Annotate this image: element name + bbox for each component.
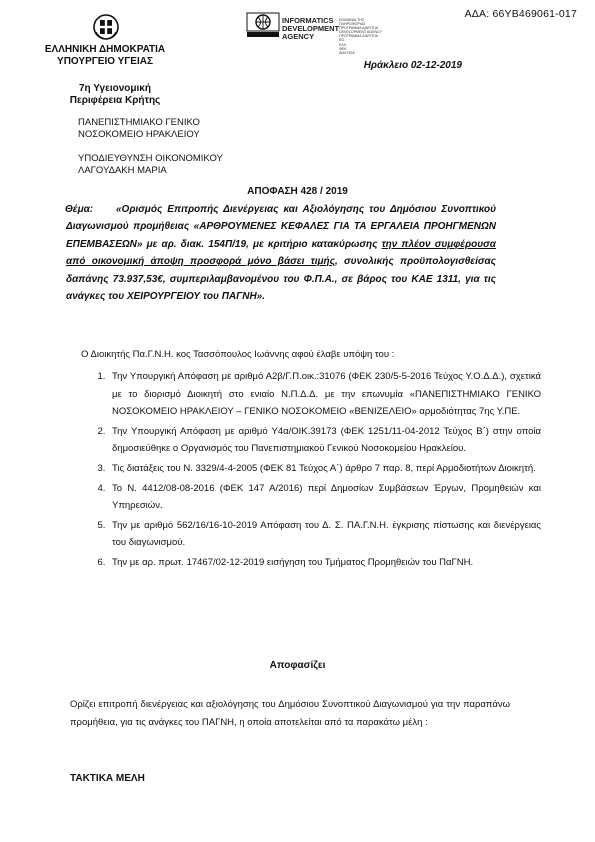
list-item: 2. Την Υπουργική Απόφαση με αριθμό Υ4α/ΟΙΚ.39173 (ΦΕΚ 1251/11-04-2012 Τεύχος Β΄) στην οποία δημοσιεύθηκε ο Οργανισμός του Πανεπιστημιακού Γενικού Νοσοκομείου Ηρακλείου. [108, 423, 541, 458]
list-item: 6. Την με αρ. πρωτ. 17467/02-12-2019 εισήγηση του Τμήματος Προμηθειών του ΠαΓΝΗ. [108, 554, 541, 572]
decides-heading: Αποφασίζει [269, 660, 326, 671]
list-item: 3. Τις διατάξεις του Ν. 3329/4-4-2005 (ΦΕΚ 81 Τεύχος Α΄) άρθρο 7 παρ. 8, περί Αρμοδιοτήτων Διοικητή. [108, 460, 541, 478]
decision-title: ΑΠΟΦΑΣΗ 428 / 2019 [247, 186, 348, 197]
ida-logo-icon [246, 12, 280, 38]
document-date: Ηράκλειο 02-12-2019 [363, 60, 462, 71]
subject-text-2: , συνολικής προϋπολογισθείσας δαπάνης 73.937,53€, συμπεριλαμβανομένου του Φ.Π.Α., σε βάρος του ΚΑΕ 1311, για τις ανάγκες του ΧΕΙΡΟΥΡΓΕΙΟΥ του ΠΑΓΝΗ». [66, 256, 497, 303]
logo-line-3: AGENCY [282, 32, 315, 41]
list-item: 1. Την Υπουργική Απόφαση με αριθμό Α2β/Γ.Π.οικ.:31076 (ΦΕΚ 230/5-5-2016 Τεύχος Υ.Ο.Δ.Δ.), σχετικά με το διορισμό Διοικητή στο ενιαίο Ν.Π.Δ.Δ. με την επωνυμία «ΠΑΝΕΠΙΣΤΗΜΙΑΚΟ ΓΕΝΙΚΟ ΝΟΣΟΚΟΜΕΙΟ ΗΡΑΚΛΕΙΟΥ – ΓΕΝΙΚΟ ΝΟΣΟΚΟΜΕΙΟ «ΒΕΝΙΖΕΛΕΙΟ» αρμοδιότητας 7ης Υ.ΠΕ. [108, 368, 541, 421]
considerations-list [75, 368, 541, 572]
ada-number: ΑΔΑ: 66ΥΒ469061-017 [464, 8, 577, 20]
logo-small-text: ΚΟΙΝΩΝΙΑ ΤΗΣ ΠΛΗΡΟΦΟΡΙΑΣ ΠΡΟΓΡΑΜΜΑ ΔΙΑΥΓΕΙΑ DEVELOPMENT AGENCY ΠΡΟΓΡΑΜΜΑ ΔΙΑΥΓΕΙΑ ΕΙΣ ΕΛΛ ΦΕΚ ΔΙΑΥΓΕΙΑ [339, 18, 383, 55]
members-heading: ΤΑΚΤΙΚΑ ΜΕΛΗ [70, 773, 145, 784]
subject-text-underlined: την πλέον συμφέρουσα από οικονομική άποψη προσφορά μόνο βάσει τιμής [66, 238, 497, 268]
list-item: 5. Την με αριθμό 562/16/16-10-2019 Απόφαση του Δ. Σ. ΠΑ.Γ.Ν.Η. έγκρισης πίστωσης και διενέργειας του διαγωνισμού. [108, 517, 541, 552]
subject-label: Θέμα: [65, 204, 94, 215]
header-ministry: ΥΠΟΥΡΓΕΙΟ ΥΓΕΙΑΣ [57, 56, 153, 67]
logo-line-2: DEVELOPMENT [282, 24, 340, 33]
logo-line-1: INFORMATICS [282, 16, 334, 25]
body-paragraph: Ορίζει επιτροπή διενέργειας και αξιολόγησης του Δημόσιου Συνοπτικού Διαγωνισμού για την παραπάνω προμήθεια, για τις ανάγκες του ΠΑΓΝΗ, η οποία αποτελείται από τα παρακάτω μέλη : [70, 699, 510, 728]
header-region-1: 7η Υγειονομική [79, 83, 151, 94]
contact-name: ΛΑΓΟΥΔΑΚΗ ΜΑΡΙΑ [78, 165, 167, 176]
intro-line: Ο Διοικητής Πα.Γ.Ν.Η. κος Τασσόπουλος Ιωάννης αφού έλαβε υπόψη του : [81, 349, 395, 360]
department-name: ΥΠΟΔΙΕΥΘΥΝΣΗ ΟΙΚΟΝΟΜΙΚΟΥ [78, 153, 223, 164]
subject-block [66, 201, 496, 305]
header-country: ΕΛΛΗΝΙΚΗ ΔΗΜΟΚΡΑΤΙΑ [44, 44, 166, 55]
hospital-name-2: ΝΟΣΟΚΟΜΕΙΟ ΗΡΑΚΛΕΙΟΥ [78, 129, 200, 140]
greek-emblem-icon [93, 14, 119, 40]
subject-text-1: «Ορισμός Επιτροπής Διενέργειας και Αξιολόγησης του Δημόσιου Συνοπτικού Διαγωνισμού προμήθειας «ΑΡΘΡΟΥΜΕΝΕΣ ΚΕΦΑΛΕΣ ΓΙΑ ΤΑ ΕΡΓΑΛΕΙΑ ΠΡΟΗΓΜΕΝΩΝ ΕΠΕΜΒΑΣΕΩΝ» με αρ. διακ. 154Π/19, με κριτήριο κατακύρωσης [66, 204, 496, 250]
hospital-name-1: ΠΑΝΕΠΙΣΤΗΜΙΑΚΟ ΓΕΝΙΚΟ [78, 117, 200, 128]
header-region-2: Περιφέρεια Κρήτης [69, 95, 161, 106]
list-item: 4. Το Ν. 4412/08-08-2016 (ΦΕΚ 147 Α/2016) περί Δημοσίων Συμβάσεων Έργων, Προμηθειών και Υπηρεσιών. [108, 480, 541, 515]
